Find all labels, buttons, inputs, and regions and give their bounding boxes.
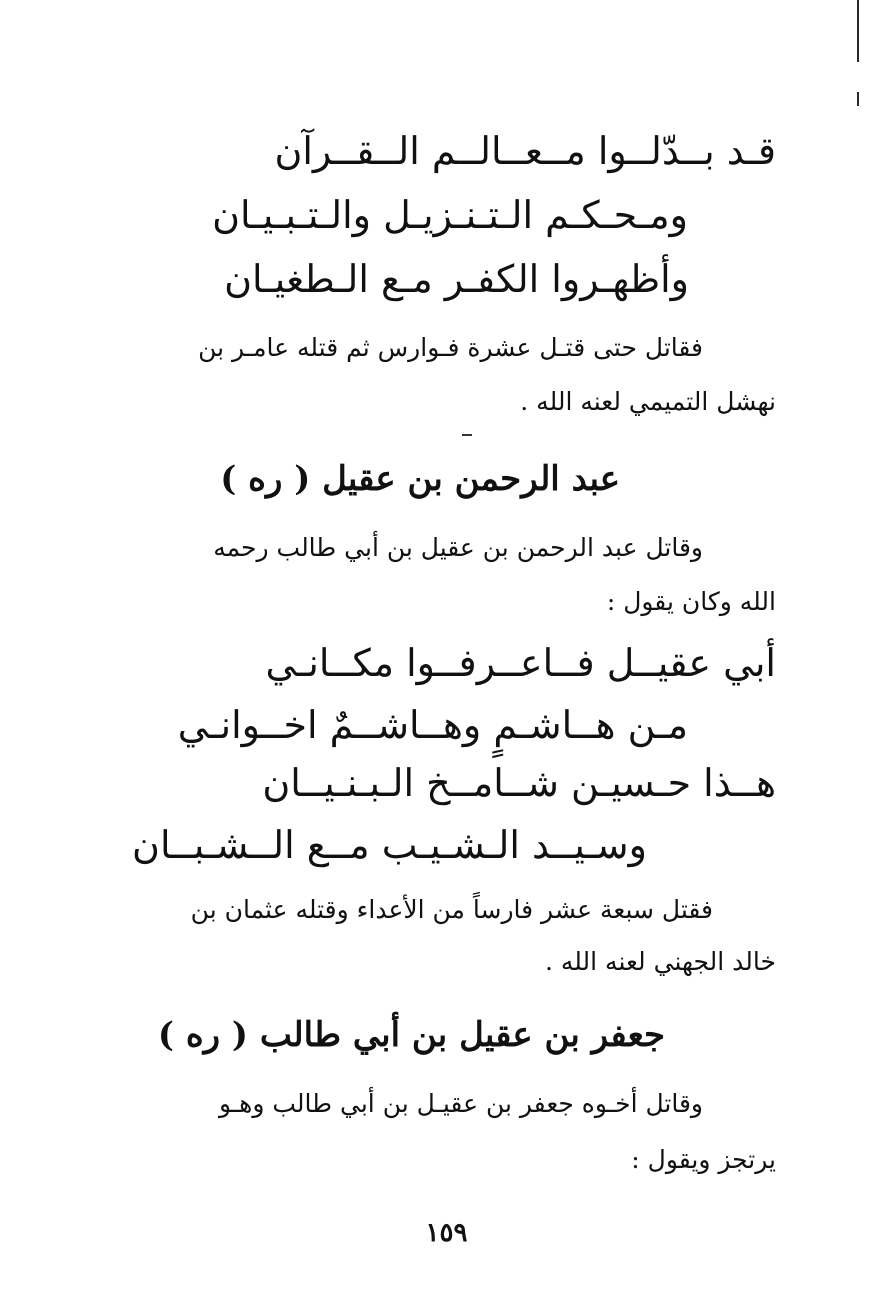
verse-line: قـد بــدّلــوا مــعــالــم الــقــرآن <box>274 129 776 173</box>
prose-line: يرتجز ويقول : <box>631 1145 776 1174</box>
page-edge-mark <box>857 92 859 106</box>
verse-line: ومـحـكـم الـتـنـزيـل والـتـبـيـان <box>212 193 688 237</box>
prose-line: خالد الجهني لعنه الله . <box>544 947 776 976</box>
verse-line: وأظهـروا الكفـر مـع الـطغيـان <box>224 257 689 301</box>
section-heading: جعفر بن عقيل بن أبي طالب ( ره ) <box>157 1015 665 1055</box>
prose-line: وقاتل أخـوه جعفر بن عقيـل بن أبي طالب وهـو <box>218 1089 703 1118</box>
verse-line: وسـيــد الـشـيـب مــع الــشـبــان <box>132 823 647 867</box>
prose-line: الله وكان يقول : <box>606 587 776 616</box>
verse-line: أبي عقيــل فــاعــرفــوا مكــانـي <box>265 641 776 685</box>
verse-line: مـن هــاشـمٍ وهــاشــمٌ اخــوانـي <box>177 703 688 747</box>
prose-line: فقاتل حتى قتـل عشرة فـوارس ثم قتله عامـر بن <box>198 333 703 362</box>
page-edge-line <box>857 0 859 62</box>
prose-line: وقاتل عبد الرحمن بن عقيل بن أبي طالب رحمه <box>213 533 703 562</box>
page-number: ١٥٩ <box>425 1218 468 1248</box>
stray-mark <box>462 434 472 436</box>
prose-line: نهشل التميمي لعنه الله . <box>520 387 776 416</box>
prose-line: فقتل سبعة عشر فارساً من الأعداء وقتله عثمان بن <box>190 895 713 924</box>
section-heading: عبد الرحمن بن عقيل ( ره ) <box>220 459 620 499</box>
verse-line: هــذا حـسيـن شــامــخ الـبـنـيــان <box>262 761 776 805</box>
